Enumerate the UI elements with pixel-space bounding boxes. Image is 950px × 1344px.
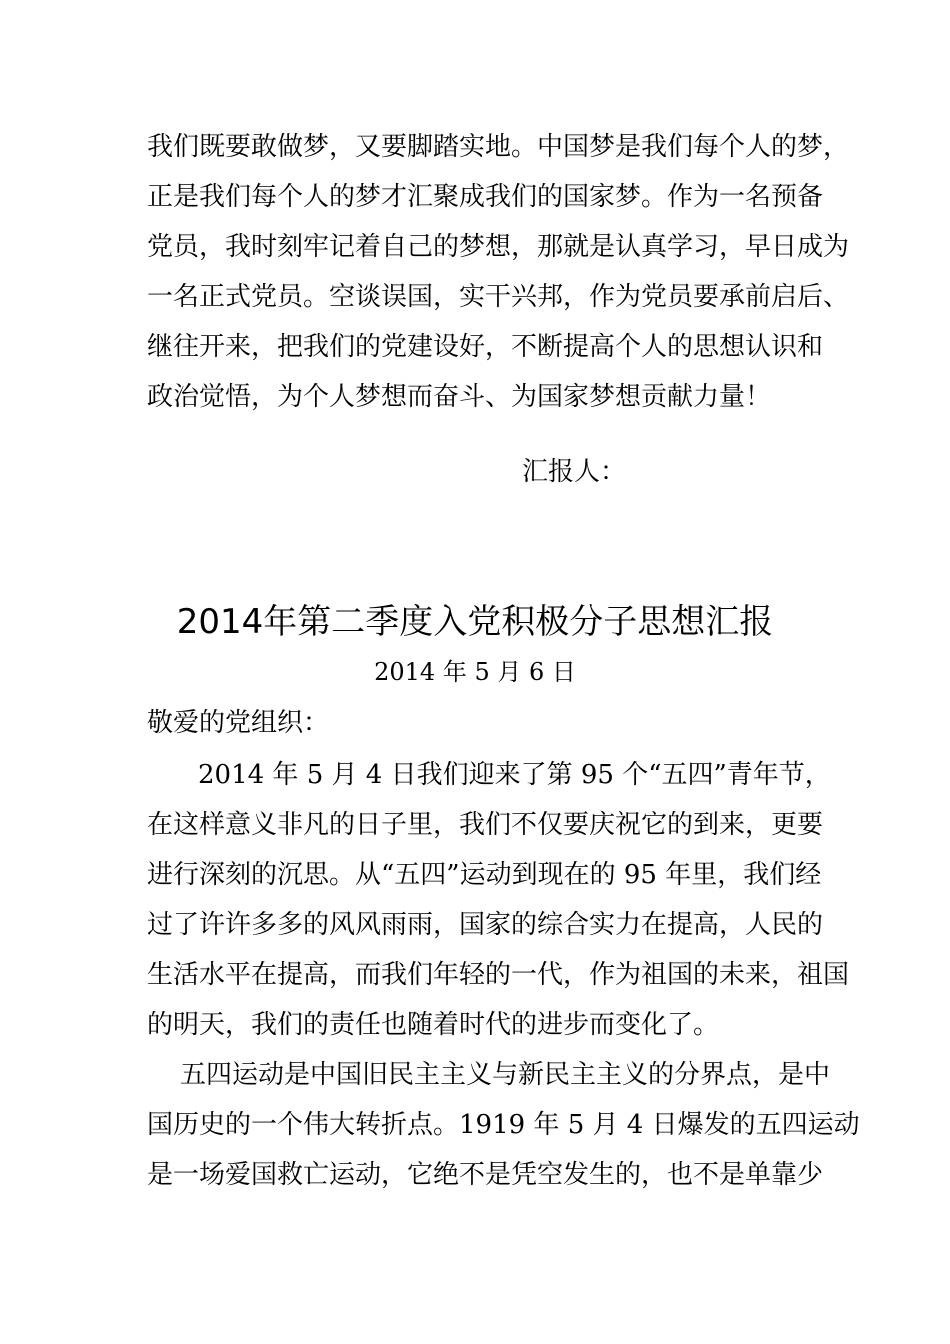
paragraph-line: 国历史的一个伟大转折点。1919 年 5 月 4 日爆发的五四运动 (147, 1110, 860, 1140)
reporter-signature-label: 汇报人： (522, 457, 627, 487)
report-title: 2014年第二季度入党积极分子思想汇报 (176, 602, 774, 642)
paragraph-line: 党员，我时刻牢记着自己的梦想，那就是认真学习，早日成为 (147, 232, 850, 262)
paragraph-line: 的明天，我们的责任也随着时代的进步而变化了。 (147, 1010, 720, 1040)
paragraph-line: 政治觉悟，为个人梦想而奋斗、为国家梦想贡献力量！ (147, 382, 772, 412)
paragraph-line: 在这样意义非凡的日子里，我们不仅要庆祝它的到来，更要 (147, 810, 824, 840)
paragraph-line: 过了许许多多的风风雨雨，国家的综合实力在提高，人民的 (147, 910, 824, 940)
paragraph-line: 一名正式党员。空谈误国，实干兴邦，作为党员要承前启后、 (147, 282, 850, 312)
paragraph-line: 2014 年 5 月 4 日我们迎来了第 95 个“五四”青年节， (198, 760, 831, 790)
paragraph-line: 我们既要敢做梦，又要脚踏实地。中国梦是我们每个人的梦， (147, 132, 850, 162)
paragraph-line: 进行深刻的沉思。从“五四”运动到现在的 95 年里，我们经 (147, 860, 822, 890)
paragraph-line: 正是我们每个人的梦才汇聚成我们的国家梦。作为一名预备 (147, 182, 824, 212)
paragraph-line: 生活水平在提高，而我们年轻的一代，作为祖国的未来，祖国 (147, 960, 850, 990)
paragraph-line: 继往开来，把我们的党建设好，不断提高个人的思想认识和 (147, 332, 824, 362)
salutation: 敬爱的党组织： (147, 708, 330, 738)
paragraph-line: 是一场爱国救亡运动，它绝不是凭空发生的，也不是单靠少 (147, 1160, 824, 1190)
report-date: 2014 年 5 月 6 日 (374, 658, 576, 686)
paragraph-line: 五四运动是中国旧民主主义与新民主主义的分界点，是中 (180, 1060, 831, 1090)
